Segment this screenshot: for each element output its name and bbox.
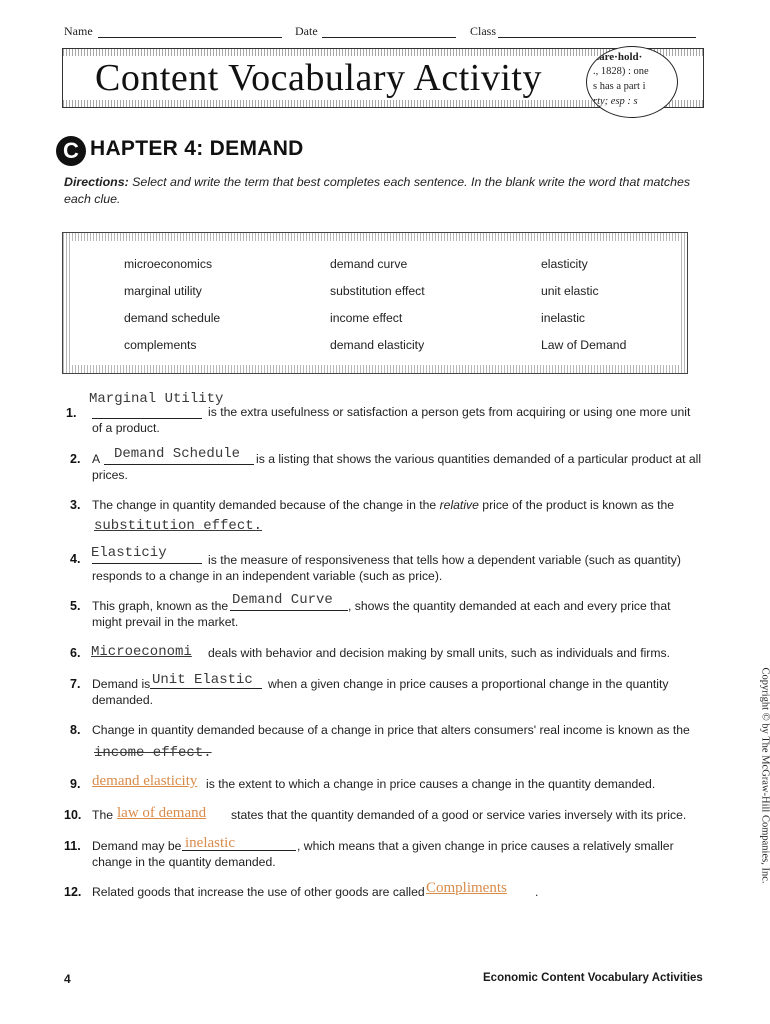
question-text: is a listing that shows the various quantities demanded of a particular product at all	[256, 452, 702, 466]
directions-label: Directions:	[64, 175, 129, 189]
dictionary-line: rty; esp : s	[593, 96, 638, 107]
class-field[interactable]	[498, 25, 696, 38]
answer-line	[104, 452, 254, 465]
question-text-part: The change in quantity demanded because of the change in the	[92, 498, 437, 512]
question-number: 5.	[70, 599, 81, 613]
question-text-italic: relative	[439, 498, 479, 512]
answer-12[interactable]: Compliments	[426, 880, 507, 896]
question-number: 4.	[70, 552, 81, 566]
answer-line	[92, 406, 202, 419]
answer-5[interactable]: Demand Curve	[232, 592, 333, 608]
dictionary-line: hare·hold·	[593, 51, 643, 63]
question-text: prices.	[92, 468, 128, 482]
word-bank-term: Law of Demand	[541, 338, 627, 352]
word-bank-term: marginal utility	[124, 284, 202, 298]
word-bank-term: demand schedule	[124, 311, 221, 325]
question-text: is the extent to which a change in price causes a change in the quantity demanded.	[206, 777, 656, 791]
question-text: , shows the quantity demanded at each and every price that	[348, 599, 671, 613]
answer-4[interactable]: Elasticiy	[91, 545, 167, 561]
question-text: of a product.	[92, 421, 160, 435]
question-text: Demand may be	[92, 839, 182, 853]
copyright-notice: Copyright © by The McGraw-Hill Companies, Inc.	[759, 667, 770, 884]
question-number: 6.	[70, 646, 81, 660]
directions	[64, 174, 704, 208]
chapter-badge: C	[56, 136, 86, 166]
question-text: change in the quantity demanded.	[92, 855, 276, 869]
dictionary-line: s has a part i	[593, 81, 646, 92]
question-text: deals with behavior and decision making by small units, such as individuals and firms.	[208, 646, 671, 660]
question-number: 8.	[70, 723, 81, 737]
question-text	[92, 498, 674, 512]
answer-8[interactable]: income effect.	[94, 745, 212, 761]
question-number: 2.	[70, 452, 81, 466]
question-number: 3.	[70, 498, 81, 512]
question-text: The	[92, 808, 114, 822]
question-text: , which means that a given change in price causes a relatively smaller	[297, 839, 674, 853]
question-number: 11.	[64, 839, 81, 853]
question-number: 1.	[66, 406, 77, 420]
word-bank-term: unit elastic	[541, 284, 599, 298]
word-bank-term: demand curve	[330, 257, 408, 271]
question-text: Related goods that increase the use of other goods are called	[92, 885, 425, 899]
answer-line	[230, 598, 348, 611]
question-text: Change in quantity demanded because of a change in price that alters consumers' real income is known as the	[92, 723, 690, 737]
word-bank-term: elasticity	[541, 257, 588, 271]
word-bank-term: complements	[124, 338, 197, 352]
word-bank-term: substitution effect	[330, 284, 425, 298]
question-text: responds to a change in an independent variable (such as price).	[92, 569, 443, 583]
question-text: .	[535, 885, 539, 899]
answer-6[interactable]: Microeconomi	[91, 644, 192, 660]
question-text: is the measure of responsiveness that tells how a dependent variable (such as quantity)	[208, 553, 681, 567]
date-label: Date	[295, 24, 318, 38]
answer-7[interactable]: Unit Elastic	[152, 672, 253, 688]
question-number: 12.	[64, 885, 82, 899]
answer-9[interactable]: demand elasticity	[92, 773, 198, 789]
dictionary-line: ., 1828) : one	[593, 66, 649, 77]
word-bank	[62, 232, 688, 374]
answer-line	[150, 676, 262, 689]
word-bank-inner	[70, 241, 680, 365]
question-text: states that the quantity demanded of a good or service varies inversely with its price.	[231, 808, 687, 822]
question-text: Demand is	[92, 677, 151, 691]
book-title: Economic Content Vocabulary Activities	[483, 972, 703, 984]
answer-1[interactable]: Marginal Utility	[89, 391, 224, 407]
answer-11[interactable]: inelastic	[185, 835, 235, 851]
word-bank-term: microeconomics	[124, 257, 213, 271]
question-text: might prevail in the market.	[92, 615, 239, 629]
class-label: Class	[470, 24, 497, 38]
dictionary-entry-logo	[586, 46, 678, 118]
question-text-part: price of the product is known as the	[482, 498, 675, 512]
word-bank-term: demand elasticity	[330, 338, 425, 352]
question-number: 9.	[70, 777, 81, 791]
answer-line	[182, 838, 296, 851]
chapter-title: HAPTER 4: DEMAND	[90, 137, 304, 160]
question-text: is the extra usefulness or satisfaction a person gets from acquiring or using one more unit	[208, 405, 691, 419]
answer-3[interactable]: substitution effect.	[94, 518, 263, 534]
page-title: Content Vocabulary Activity	[95, 57, 542, 99]
name-field[interactable]	[98, 25, 282, 38]
question-number: 7.	[70, 677, 81, 691]
question-text: when a given change in price causes a proportional change in the quantity	[268, 677, 669, 691]
answer-10[interactable]: law of demand	[117, 805, 207, 821]
question-number: 10.	[64, 808, 82, 822]
question-text: This graph, known as the	[92, 599, 229, 613]
answer-line	[92, 551, 202, 564]
word-bank-term: income effect	[330, 311, 403, 325]
answer-2[interactable]: Demand Schedule	[114, 446, 241, 462]
question-text: demanded.	[92, 693, 153, 707]
date-field[interactable]	[322, 25, 456, 38]
name-label: Name	[64, 24, 93, 38]
word-bank-term: inelastic	[541, 311, 586, 325]
directions-text: Select and write the term that best completes each sentence. In the blank write the word that matches each clue.	[64, 175, 691, 206]
question-text: A	[92, 452, 101, 466]
page-number: 4	[64, 972, 71, 986]
